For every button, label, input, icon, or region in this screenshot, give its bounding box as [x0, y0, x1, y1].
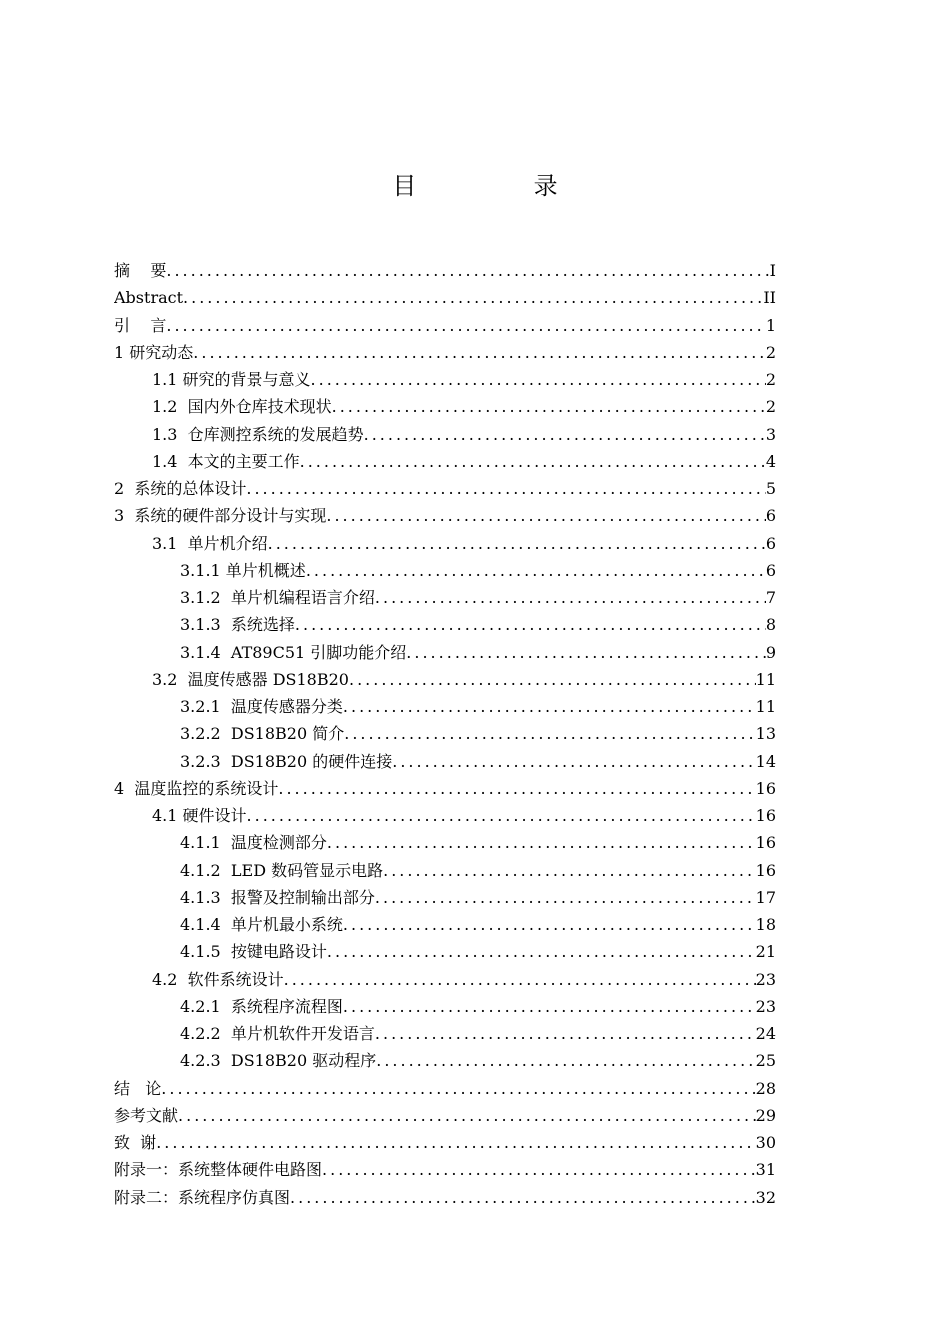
toc-dot-leader — [246, 475, 765, 502]
toc-entry[interactable] — [114, 693, 776, 720]
toc-dot-leader — [364, 421, 766, 448]
table-of-contents — [114, 257, 776, 1211]
toc-entry[interactable] — [114, 829, 776, 856]
toc-entry-page-number: 31 — [755, 1160, 776, 1180]
toc-entry[interactable] — [114, 366, 776, 393]
toc-entry-page-number: 7 — [765, 588, 776, 607]
toc-dot-leader — [344, 720, 755, 747]
toc-entry[interactable] — [114, 557, 776, 584]
toc-dot-leader — [247, 802, 756, 829]
toc-entry-page-number: 29 — [755, 1105, 776, 1125]
toc-entry[interactable] — [114, 1102, 776, 1129]
toc-dot-leader — [161, 1075, 755, 1102]
toc-entry-label: 4.2 软件系统设计 — [152, 969, 284, 989]
toc-dot-leader — [349, 666, 756, 693]
toc-dot-leader — [343, 693, 756, 720]
toc-entry-page-number: 14 — [755, 751, 776, 771]
toc-entry-label: 4.1.4 单片机最小系统 — [180, 915, 343, 934]
toc-dot-leader — [343, 993, 756, 1020]
toc-entry[interactable] — [114, 775, 776, 802]
toc-entry-label: 1.4 本文的主要工作 — [152, 451, 300, 471]
toc-entry-label: 3.2.3 DS18B20 的硬件连接 — [180, 751, 393, 771]
toc-dot-leader — [326, 502, 765, 529]
toc-entry-page-number: 2 — [765, 342, 776, 362]
toc-entry-label: 3.1.2 单片机编程语言介绍 — [180, 588, 375, 607]
toc-dot-leader — [284, 966, 756, 993]
toc-entry-page-number: 23 — [755, 969, 776, 989]
toc-entry-label: 参考文献 — [114, 1105, 179, 1125]
toc-dot-leader — [392, 748, 755, 775]
toc-entry[interactable] — [114, 475, 776, 502]
toc-entry-page-number: 30 — [755, 1133, 776, 1152]
toc-dot-leader — [306, 557, 766, 584]
toc-entry-page-number: 4 — [765, 451, 776, 471]
toc-entry[interactable] — [114, 448, 776, 475]
toc-entry[interactable] — [114, 639, 776, 666]
toc-entry[interactable] — [114, 1184, 776, 1211]
toc-entry-page-number: 6 — [765, 533, 776, 553]
toc-entry-page-number: 18 — [755, 915, 776, 934]
toc-entry-page-number: 11 — [755, 669, 776, 689]
toc-entry-label: 3.2.1 温度传感器分类 — [180, 697, 343, 716]
toc-entry[interactable] — [114, 611, 776, 638]
toc-entry-label: 1 研究动态 — [114, 342, 194, 362]
toc-entry-page-number: 16 — [755, 833, 776, 853]
toc-dot-leader — [406, 639, 766, 666]
toc-dot-leader — [375, 584, 766, 611]
toc-entry-label: 致 谢 — [114, 1133, 157, 1152]
toc-entry[interactable] — [114, 1020, 776, 1047]
toc-dot-leader — [183, 284, 763, 311]
toc-entry-page-number: 23 — [755, 996, 776, 1016]
toc-entry[interactable] — [114, 1156, 776, 1183]
toc-entry-label: 附录二：系统程序仿真图 — [114, 1187, 291, 1207]
toc-dot-leader — [295, 611, 766, 638]
toc-dot-leader — [327, 938, 756, 965]
toc-dot-leader — [322, 1156, 756, 1183]
toc-entry[interactable] — [114, 421, 776, 448]
toc-entry[interactable] — [114, 257, 776, 284]
toc-entry-page-number: 28 — [755, 1078, 776, 1098]
toc-dot-leader — [268, 530, 766, 557]
toc-entry-label: 摘 要 — [114, 261, 167, 280]
toc-entry-page-number: 32 — [755, 1187, 776, 1207]
toc-entry-label: 3.2.2 DS18B20 简介 — [180, 724, 345, 744]
toc-entry-label: 1.1 研究的背景与意义 — [152, 370, 311, 389]
toc-entry[interactable] — [114, 284, 776, 311]
toc-entry-label: 2 系统的总体设计 — [114, 479, 247, 498]
toc-entry-page-number: 1 — [765, 315, 776, 335]
toc-entry-page-number: 6 — [765, 560, 776, 580]
toc-entry-label: 4.2.1 系统程序流程图 — [180, 996, 343, 1016]
toc-dot-leader — [193, 339, 766, 366]
toc-dot-leader — [166, 257, 769, 284]
toc-entry[interactable] — [114, 911, 776, 938]
toc-entry[interactable] — [114, 720, 776, 747]
toc-dot-leader — [178, 1102, 756, 1129]
toc-entry-label: 4.1.5 按键电路设计 — [180, 942, 327, 962]
toc-entry-label: 4.1 硬件设计 — [152, 806, 247, 825]
toc-dot-leader — [375, 1020, 756, 1047]
toc-entry[interactable] — [114, 857, 776, 884]
toc-entry-page-number: 11 — [755, 697, 776, 716]
toc-entry[interactable] — [114, 1075, 776, 1102]
toc-entry-label: 3.1.3 系统选择 — [180, 615, 295, 635]
toc-dot-leader — [383, 857, 756, 884]
toc-dot-leader — [290, 1184, 756, 1211]
toc-entry-label: 4 温度监控的系统设计 — [114, 778, 279, 798]
toc-entry[interactable] — [114, 530, 776, 557]
toc-dot-leader — [343, 911, 756, 938]
toc-entry[interactable] — [114, 993, 776, 1020]
toc-entry-page-number: 16 — [755, 806, 776, 825]
toc-entry-label: 1.3 仓库测控系统的发展趋势 — [152, 424, 364, 444]
page-title: 目 录 — [392, 172, 592, 200]
toc-entry-page-number: 8 — [765, 615, 776, 635]
toc-entry-label: 3 系统的硬件部分设计与实现 — [114, 506, 327, 526]
toc-entry[interactable] — [114, 1129, 776, 1156]
toc-entry-label: 4.2.3 DS18B20 驱动程序 — [180, 1051, 377, 1071]
toc-entry-label: 附录一：系统整体硬件电路图 — [114, 1160, 323, 1180]
toc-entry[interactable] — [114, 748, 776, 775]
toc-entry-label: 3.1 单片机介绍 — [152, 533, 268, 553]
toc-entry-page-number: 5 — [765, 479, 776, 498]
toc-dot-leader — [375, 884, 756, 911]
toc-entry[interactable] — [114, 884, 776, 911]
toc-entry-label: 4.2.2 单片机软件开发语言 — [180, 1024, 375, 1043]
toc-entry-page-number: 16 — [755, 860, 776, 880]
toc-dot-leader — [311, 366, 766, 393]
toc-entry-label: 3.1.1 单片机概述 — [180, 560, 306, 580]
toc-entry-page-number: 9 — [765, 642, 776, 662]
toc-entry-page-number: 3 — [765, 424, 776, 444]
toc-dot-leader — [278, 775, 755, 802]
toc-entry[interactable] — [114, 1047, 776, 1074]
toc-entry-page-number: 6 — [765, 506, 776, 526]
toc-entry-label: 3.1.4 AT89C51 引脚功能介绍 — [180, 642, 407, 662]
toc-entry-page-number: I — [769, 261, 776, 280]
toc-entry-page-number: 17 — [755, 887, 776, 907]
toc-dot-leader — [300, 448, 766, 475]
toc-entry[interactable] — [114, 584, 776, 611]
toc-entry[interactable] — [114, 393, 776, 420]
toc-entry-label: 4.1.3 报警及控制输出部分 — [180, 887, 375, 907]
toc-entry-label: 4.1.2 LED 数码管显示电路 — [180, 860, 384, 880]
toc-dot-leader — [332, 393, 766, 420]
toc-entry[interactable] — [114, 312, 776, 339]
toc-entry-page-number: II — [763, 288, 776, 308]
toc-dot-leader — [156, 1129, 755, 1156]
toc-dot-leader — [376, 1047, 755, 1074]
toc-entry-page-number: 24 — [755, 1024, 776, 1043]
toc-entry[interactable] — [114, 339, 776, 366]
toc-entry-label: 3.2 温度传感器 DS18B20 — [152, 669, 349, 689]
toc-entry-page-number: 2 — [765, 397, 776, 417]
toc-entry-label: Abstract — [114, 288, 184, 308]
toc-entry[interactable] — [114, 502, 776, 529]
toc-entry-page-number: 25 — [755, 1051, 776, 1071]
toc-entry-page-number: 2 — [765, 370, 776, 389]
toc-entry-page-number: 13 — [755, 724, 776, 744]
toc-dot-leader — [166, 312, 765, 339]
toc-entry[interactable] — [114, 802, 776, 829]
toc-entry-page-number: 16 — [755, 778, 776, 798]
toc-entry-label: 4.1.1 温度检测部分 — [180, 833, 327, 853]
toc-entry-label: 结 论 — [114, 1078, 162, 1098]
toc-entry[interactable] — [114, 938, 776, 965]
toc-entry-label: 引 言 — [114, 315, 167, 335]
toc-entry[interactable] — [114, 966, 776, 993]
toc-dot-leader — [327, 829, 756, 856]
toc-entry-label: 1.2 国内外仓库技术现状 — [152, 397, 332, 417]
toc-entry[interactable] — [114, 666, 776, 693]
toc-entry-page-number: 21 — [755, 942, 776, 962]
